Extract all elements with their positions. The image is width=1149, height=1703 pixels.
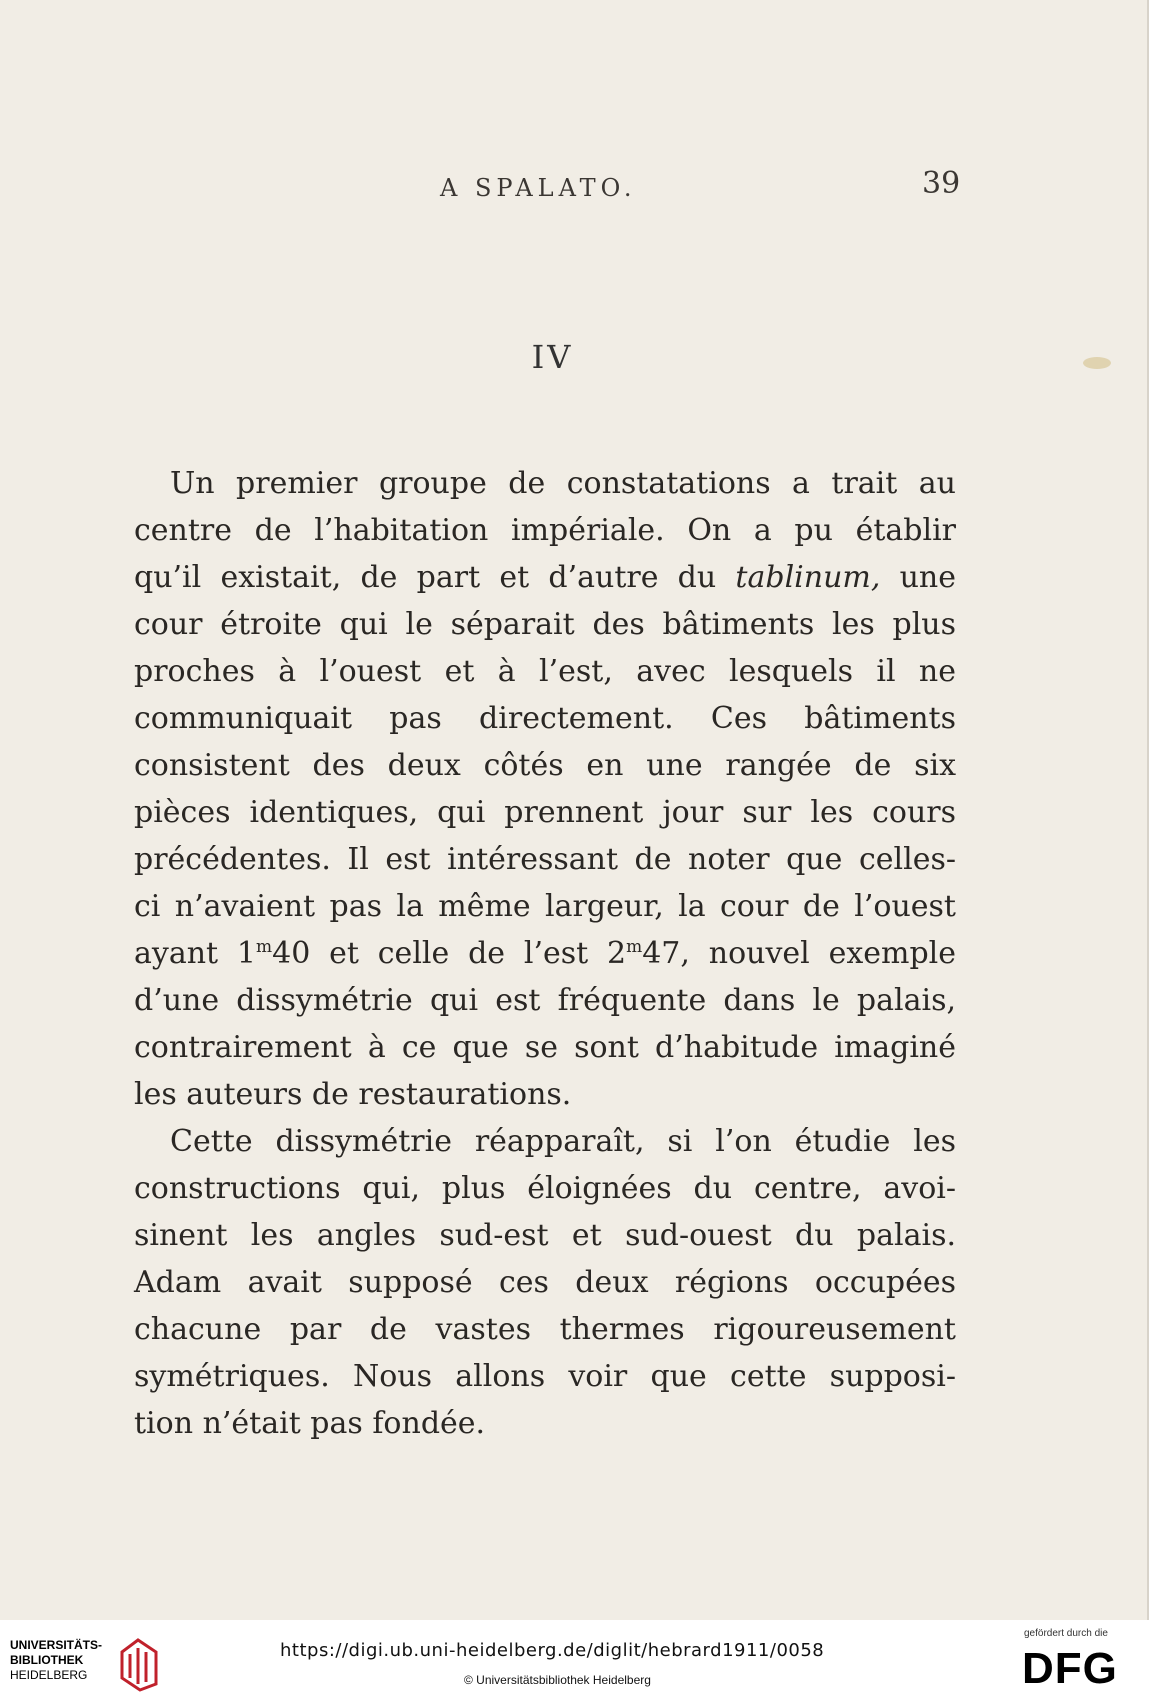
body-text <box>134 460 956 1447</box>
text-line: contrairement à ce que se sont d’habitude imaginé <box>134 1030 956 1065</box>
text-line: centre de l’habitation impériale. On a pu établir <box>134 513 956 548</box>
text-line-mid: 40 et celle de l’est 2 <box>272 936 627 971</box>
dfg-logo: DFG <box>1022 1644 1118 1693</box>
library-name-line: HEIDELBERG <box>10 1668 88 1682</box>
text-line: Un premier groupe de constatations a trait au <box>170 466 956 501</box>
text-line: chacune par de vastes thermes rigoureusement <box>134 1312 956 1347</box>
text-line-end: une <box>880 560 957 595</box>
page-number: 39 <box>922 166 961 201</box>
superscript: m <box>256 937 273 957</box>
funder-caption: gefördert durch die <box>1024 1628 1108 1639</box>
text-line: constructions qui, plus éloignées du centre, avoi- <box>134 1171 956 1206</box>
library-name-line: BIBLIOTHEK <box>10 1653 84 1667</box>
text-line: cour étroite qui le séparait des bâtiments les plus <box>134 607 956 642</box>
library-name-line: UNIVERSITÄTS- <box>10 1638 103 1652</box>
text-line: Adam avait supposé ces deux régions occupées <box>134 1265 956 1300</box>
text-line: Cette dissymétrie réapparaît, si l’on étudie les <box>170 1124 956 1159</box>
superscript: m <box>626 937 643 957</box>
paragraph-2 <box>134 1118 956 1447</box>
text-line-end: 47, nouvel exemple <box>642 936 956 971</box>
text-line: proches à l’ouest et à l’est, avec lesquels il ne <box>134 654 956 689</box>
text-line: ci n’avaient pas la même largeur, la cour de l’ouest <box>134 889 956 924</box>
text-line: sinent les angles sud-est et sud-ouest du palais. <box>134 1218 956 1253</box>
library-logo-text <box>10 1638 102 1683</box>
text-line: symétriques. Nous allons voir que cette supposi- <box>134 1359 956 1394</box>
text-line-start: ayant 1 <box>134 936 257 971</box>
text-line <box>134 554 956 601</box>
viewer-footer <box>0 1620 1149 1703</box>
text-line: pièces identiques, qui prennent jour sur les cours <box>134 795 956 830</box>
source-url-link[interactable]: https://digi.ub.uni-heidelberg.de/diglit/hebrard1911/0058 <box>280 1640 825 1661</box>
text-line: précédentes. Il est intéressant de noter que celles- <box>134 842 956 877</box>
text-line-start: qu’il existait, de part et d’autre du <box>134 560 736 595</box>
text-line: les auteurs de restaurations. <box>134 1077 572 1112</box>
chapter-numeral: IV <box>531 338 574 376</box>
text-line: d’une dissymétrie qui est fréquente dans le palais, <box>134 983 956 1018</box>
running-title: A SPALATO. <box>440 174 637 202</box>
text-line: communiquait pas directement. Ces bâtiments <box>134 701 956 736</box>
copyright-notice: © Universitätsbibliothek Heidelberg <box>464 1673 651 1687</box>
paragraph-1 <box>134 460 956 1118</box>
text-line: consistent des deux côtés en une rangée de six <box>134 748 956 783</box>
library-logo-icon <box>112 1632 162 1692</box>
text-line: tion n’était pas fondée. <box>134 1406 486 1441</box>
italic-term: tablinum, <box>735 560 881 595</box>
text-line <box>134 930 956 977</box>
